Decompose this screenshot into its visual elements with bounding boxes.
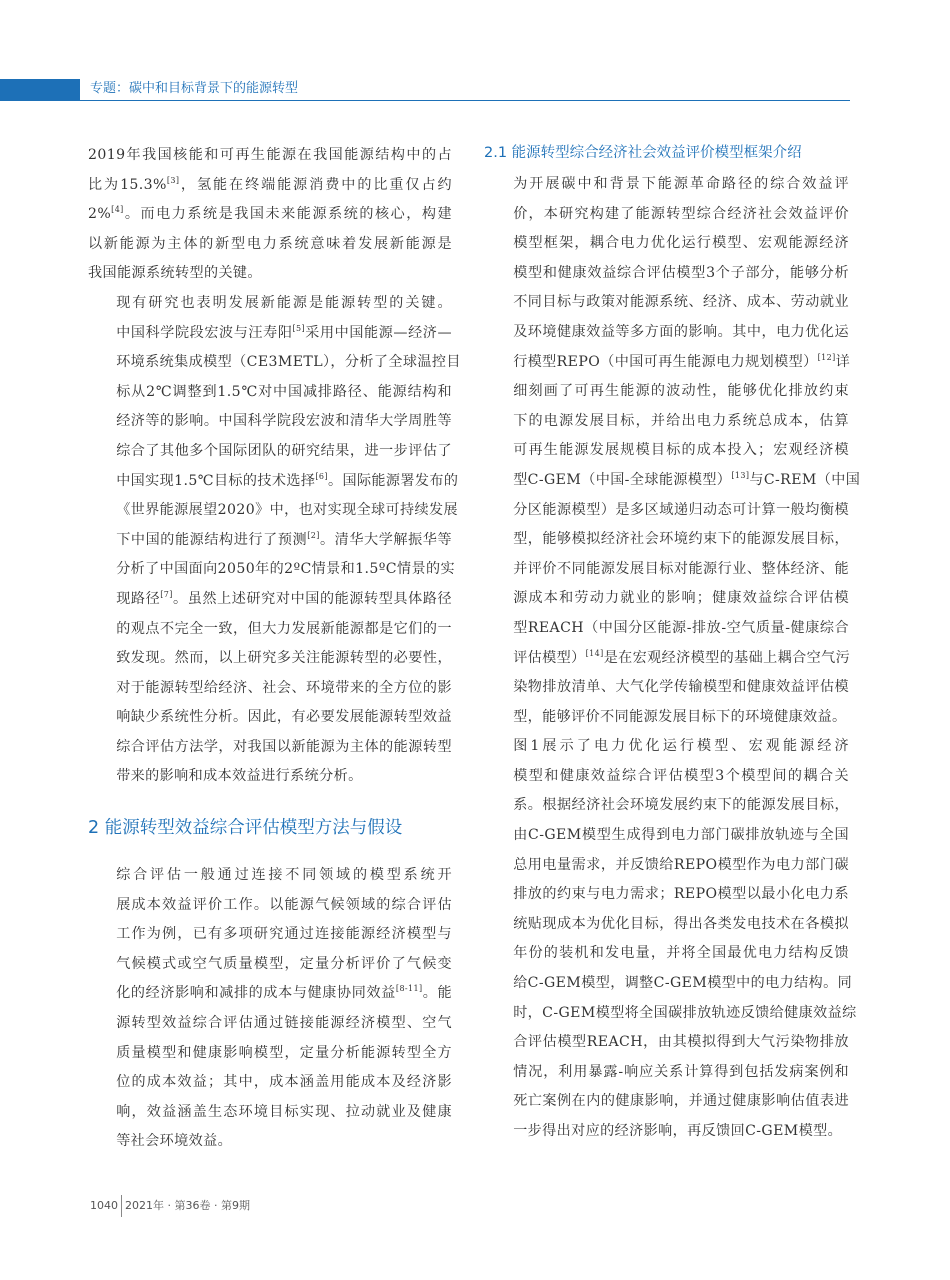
text-line [485, 466, 861, 496]
page-footer [90, 1195, 250, 1217]
text-line: 图1展示了电力优化运行模型、宏观能源经济 [513, 738, 849, 755]
text-line: 《世界能源展望2020》中，也对实现全球可持续发展 [116, 502, 459, 519]
journal-topic-header: 专题：碳中和目标背景下的能源转型 [90, 81, 299, 96]
text-line: 工作为例，已有多项研究通过连接能源经济模型与 [116, 926, 452, 943]
citation-ref: [6] [315, 471, 328, 481]
text-run: 。清华大学解振华等 [319, 531, 452, 548]
text-run: 比为15.3% [88, 176, 167, 193]
text-line: 现有研究也表明发展新能源是能源转型的关键。 [116, 294, 452, 311]
text-line: 综合评估方法学，对我国以新能源为主体的能源转型 [116, 738, 452, 755]
citation-ref: [12] [817, 352, 836, 362]
text-line: 死亡案例在内的健康影响，并通过健康影响估值表进 [513, 1093, 849, 1110]
text-line: 标从2℃调整到1.5℃对中国减排路径、能源结构和 [116, 383, 452, 400]
text-run: 化的经济影响和减排的成本与健康协同效益 [116, 985, 396, 1002]
text-line: 型，能够模拟经济社会环境约束下的能源发展目标， [513, 531, 849, 548]
text-line: 系。根据经济社会环境发展约束下的能源发展目标， [513, 797, 849, 814]
text-line [88, 467, 459, 497]
text-line: 时，C-GEM模型将全国碳排放轨迹反馈给健康效益综 [513, 1004, 857, 1021]
text-run: 是在宏观经济模型的基础上耦合空气污 [603, 649, 851, 666]
text-line: 并评价不同能源发展目标对能源行业、整体经济、能 [513, 560, 849, 577]
text-line: 展成本效益评价工作。以能源气候领域的综合评估 [116, 896, 452, 913]
issue-info: 2021年 · 第36卷 · 第9期 [125, 1199, 250, 1212]
text-line: 模型和健康效益综合评估模型3个子部分，能够分析 [513, 264, 849, 281]
text-line: 致发现。然而，以上研究多关注能源转型的必要性， [116, 650, 452, 667]
text-run: 行模型REPO（中国可再生能源电力规划模型） [513, 353, 818, 370]
text-line: 模型框架，耦合电力优化运行模型、宏观能源经济 [513, 235, 849, 252]
text-line: 响缺少系统性分析。因此，有必要发展能源转型效益 [116, 709, 452, 726]
text-line: 为开展碳中和背景下能源革命路径的综合效益评 [513, 176, 849, 192]
text-line: 排放的约束与电力需求；REPO模型以最小化电力系 [513, 886, 849, 903]
text-line: 可再生能源发展规模目标的成本投入；宏观经济模 [513, 442, 849, 459]
text-run: 型C-GEM（中国-全球能源模型） [513, 471, 732, 488]
text-line: 气候模式或空气质量模型，定量分析评价了气候变 [116, 955, 452, 972]
text-line: 统贴现成本为优化目标，得出各类发电技术在各模拟 [513, 915, 849, 932]
citation-ref: [13] [731, 470, 750, 480]
text-line [88, 585, 452, 615]
text-run: 中国实现1.5℃目标的技术选择 [116, 472, 316, 489]
text-line: 以新能源为主体的新型电力系统意味着发展新能源是 [88, 235, 452, 252]
text-run: 。能 [422, 985, 452, 1002]
text-run: 。国际能源署发布的 [327, 472, 459, 489]
text-line: 总用电量需求，并反馈给REPO模型作为电力部门碳 [513, 856, 849, 873]
page-number: 1040 [90, 1199, 118, 1212]
text-line: 给C-GEM模型，调整C-GEM模型中的电力结构。同 [513, 975, 853, 992]
paragraph-right-2 [485, 732, 857, 1146]
text-line: 合评估模型REACH，由其模拟得到大气污染物排放 [513, 1034, 849, 1051]
text-line: 经济等的影响。中国科学院段宏波和清华大学周胜等 [116, 413, 452, 430]
text-line [88, 171, 452, 201]
footer-divider [121, 1195, 122, 1217]
text-line: 模型和健康效益综合评估模型3个模型间的耦合关 [513, 767, 849, 784]
header-color-block [0, 79, 80, 101]
text-line: 一步得出对应的经济影响，再反馈回C-GEM模型。 [513, 1123, 843, 1139]
citation-ref: [4] [111, 205, 124, 215]
citation-ref: [14] [585, 648, 604, 658]
text-line: 综合评估一般通过连接不同领域的模型系统开 [116, 867, 452, 884]
text-line: 分区能源模型）是多区域递归动态可计算一般均衡模 [513, 501, 849, 518]
header-rule [80, 100, 850, 101]
section-2-1-heading: 2.1 能源转型综合经济社会效益评价模型框架介绍 [484, 145, 802, 161]
text-line [88, 200, 452, 230]
text-line: 环境系统集成模型（CE3METL），分析了全球温控目 [116, 354, 461, 371]
right-column [484, 141, 861, 1147]
text-line: 源成本和劳动力就业的影响；健康效益综合评估模 [513, 590, 849, 607]
text-line: 源转型效益综合评估通过链接能源经济模型、空气 [116, 1015, 452, 1032]
text-line: 由C-GEM模型生成得到电力部门碳排放轨迹与全国 [513, 827, 849, 844]
text-line: 型REACH（中国分区能源-排放-空气质量-健康综合 [513, 619, 849, 636]
citation-ref: [3] [166, 175, 180, 185]
text-run: 采用中国能源—经济— [305, 324, 452, 341]
text-run: 中国科学院段宏波与汪寿阳 [116, 324, 293, 341]
citation-ref: [7] [160, 589, 173, 599]
paragraph-right-1 [485, 170, 861, 732]
paragraph-left-3 [88, 861, 452, 1157]
text-run: 下中国的能源结构进行了预测 [116, 531, 308, 548]
text-line: 情况，利用暴露-响应关系计算得到包括发病案例和 [513, 1063, 849, 1080]
text-line: 带来的影响和成本效益进行系统分析。 [116, 768, 363, 785]
text-line: 响，效益涵盖生态环境目标实现、拉动就业及健康 [116, 1103, 452, 1120]
text-line: 我国能源系统转型的关键。 [88, 265, 262, 282]
text-line: 综合了其他多个国际团队的研究结果，进一步评估了 [116, 442, 452, 459]
citation-ref: [2] [307, 530, 320, 540]
left-column [88, 141, 461, 1157]
text-line [88, 979, 452, 1009]
text-line: 染物排放清单、大气化学传输模型和健康效益评估模 [513, 679, 849, 696]
text-line: 质量模型和健康影响模型，定量分析能源转型全方 [116, 1044, 452, 1061]
citation-ref: [5] [292, 323, 306, 333]
text-run: 详 [835, 353, 851, 370]
text-line: 型，能够评价不同能源发展目标下的环境健康效益。 [513, 708, 847, 725]
text-line: 分析了中国面向2050年的2ºC情景和1.5ºC情景的实 [116, 561, 455, 578]
text-line: 价，本研究构建了能源转型综合经济社会效益评价 [513, 205, 849, 222]
text-line: 细刻画了可再生能源的波动性，能够优化排放约束 [513, 383, 849, 400]
text-run: 现路径 [116, 590, 161, 607]
paragraph-left-1 [88, 141, 452, 289]
text-line: 对于能源转型给经济、社会、环境带来的全方位的影 [116, 679, 452, 696]
text-line: 不同目标与政策对能源系统、经济、成本、劳动就业 [513, 294, 849, 311]
text-line: 的观点不完全一致，但大力发展新能源都是它们的一 [116, 620, 452, 637]
text-run: 。虽然上述研究对中国的能源转型具体路径 [172, 590, 452, 607]
text-line: 位的成本效益；其中，成本涵盖用能成本及经济影 [116, 1074, 452, 1091]
text-run: 与C-REM（中国 [749, 471, 861, 488]
text-run: 。而电力系统是我国未来能源系统的核心，构建 [123, 206, 452, 223]
section-2-heading: 2 能源转型效益综合评估模型方法与假设 [88, 818, 403, 839]
text-line: 年份的装机和发电量，并将全国最优电力结构反馈 [513, 945, 849, 962]
paragraph-left-2 [88, 289, 461, 792]
text-line: 及环境健康效益等多方面的影响。其中，电力优化运 [513, 323, 849, 340]
text-line: 等社会环境效益。 [116, 1133, 233, 1150]
citation-ref: [8-11] [395, 984, 423, 994]
text-line [88, 526, 452, 556]
text-run: 2% [88, 206, 112, 223]
text-line [88, 319, 452, 349]
text-line [485, 644, 849, 674]
text-line: 2019年我国核能和可再生能源在我国能源结构中的占 [88, 147, 452, 163]
text-line [485, 348, 849, 378]
text-run: ，氢能在终端能源消费中的比重仅占约 [179, 176, 452, 193]
text-run: 评估模型） [513, 649, 586, 666]
text-line: 下的电源发展目标，并给出电力系统总成本，估算 [513, 412, 849, 429]
